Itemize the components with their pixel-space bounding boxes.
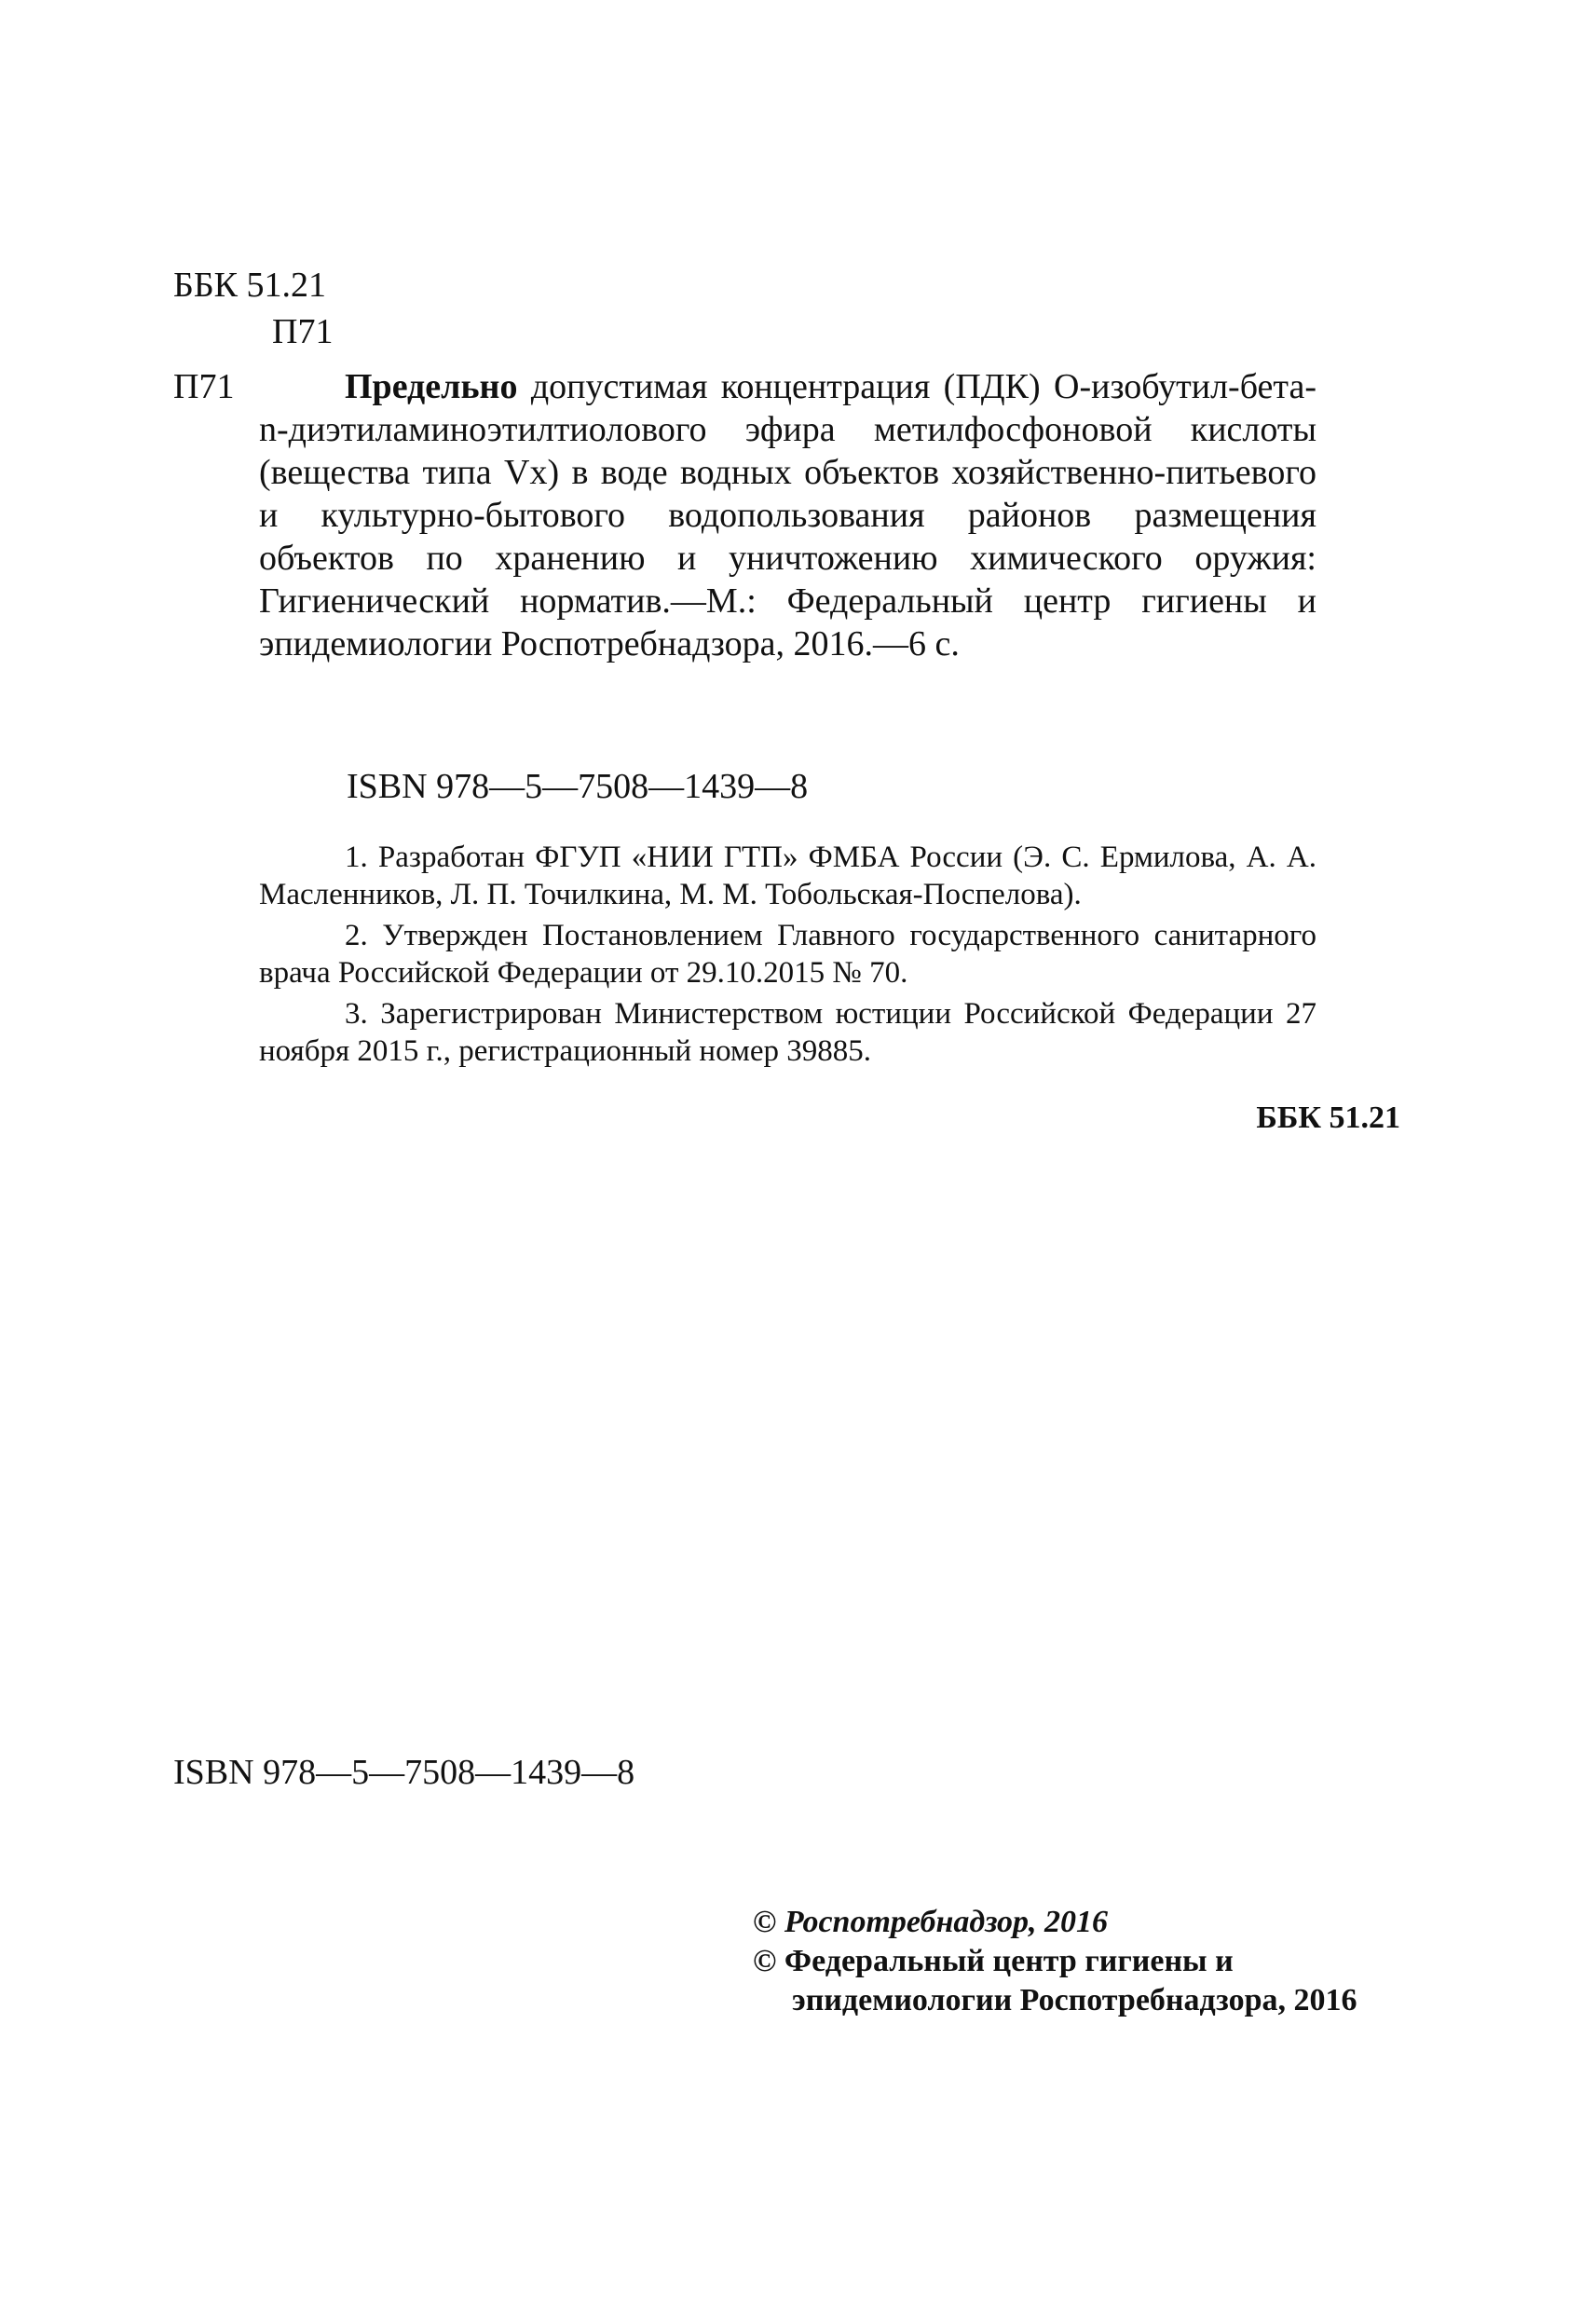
entry-mark: П71 [173, 367, 235, 406]
isbn-main: ISBN 978—5—7508—1439—8 [347, 767, 809, 806]
bibliographic-description [259, 365, 1316, 665]
bbk-code: ББК 51.21 [173, 266, 326, 305]
copyright-line-1: © Роспотребнадзор, 2016 [753, 1905, 1109, 1939]
copyright-line-3: эпидемиологии Роспотребнадзора, 2016 [792, 1983, 1357, 2017]
author-mark: П71 [272, 312, 334, 351]
note-item: 1. Разработан ФГУП «НИИ ГТП» ФМБА России (Э. С. Ермилова, А. А. Масленников, Л. П. Точилкина, М. М. Тобольская-Поспелова). [259, 841, 1316, 911]
description-text: допустимая концентрация (ПДК) О-изобутил-бета-n-диэтиламиноэтилтиолового эфира метилфосфоновой кислоты (вещества типа Vx) в воде водных объектов хозяйственно-питьевого и культурно-бытового водопользования районов размещения объектов по хранению и уничтожению химического оружия: Гигиенический норматив.—М.: Федеральный центр гигиены и эпидемиологии Роспотребнадзора, 2016.—6 с. [259, 367, 1316, 663]
copyright-line-2: © Федеральный центр гигиены и [753, 1944, 1234, 1978]
title-bold-word: Предельно [345, 367, 518, 406]
bbk-code-right: ББК 51.21 [1256, 1101, 1400, 1135]
copyright-block [753, 1903, 1357, 2020]
isbn-bottom: ISBN 978—5—7508—1439—8 [173, 1753, 635, 1792]
note-item: 2. Утвержден Постановлением Главного государственного санитарного врача Российской Федерации от 29.10.2015 № 70. [259, 919, 1316, 990]
note-item: 3. Зарегистрирован Министерством юстиции Российской Федерации 27 ноября 2015 г., регистрационный номер 39885. [259, 997, 1316, 1068]
notes-list [259, 839, 1316, 1073]
